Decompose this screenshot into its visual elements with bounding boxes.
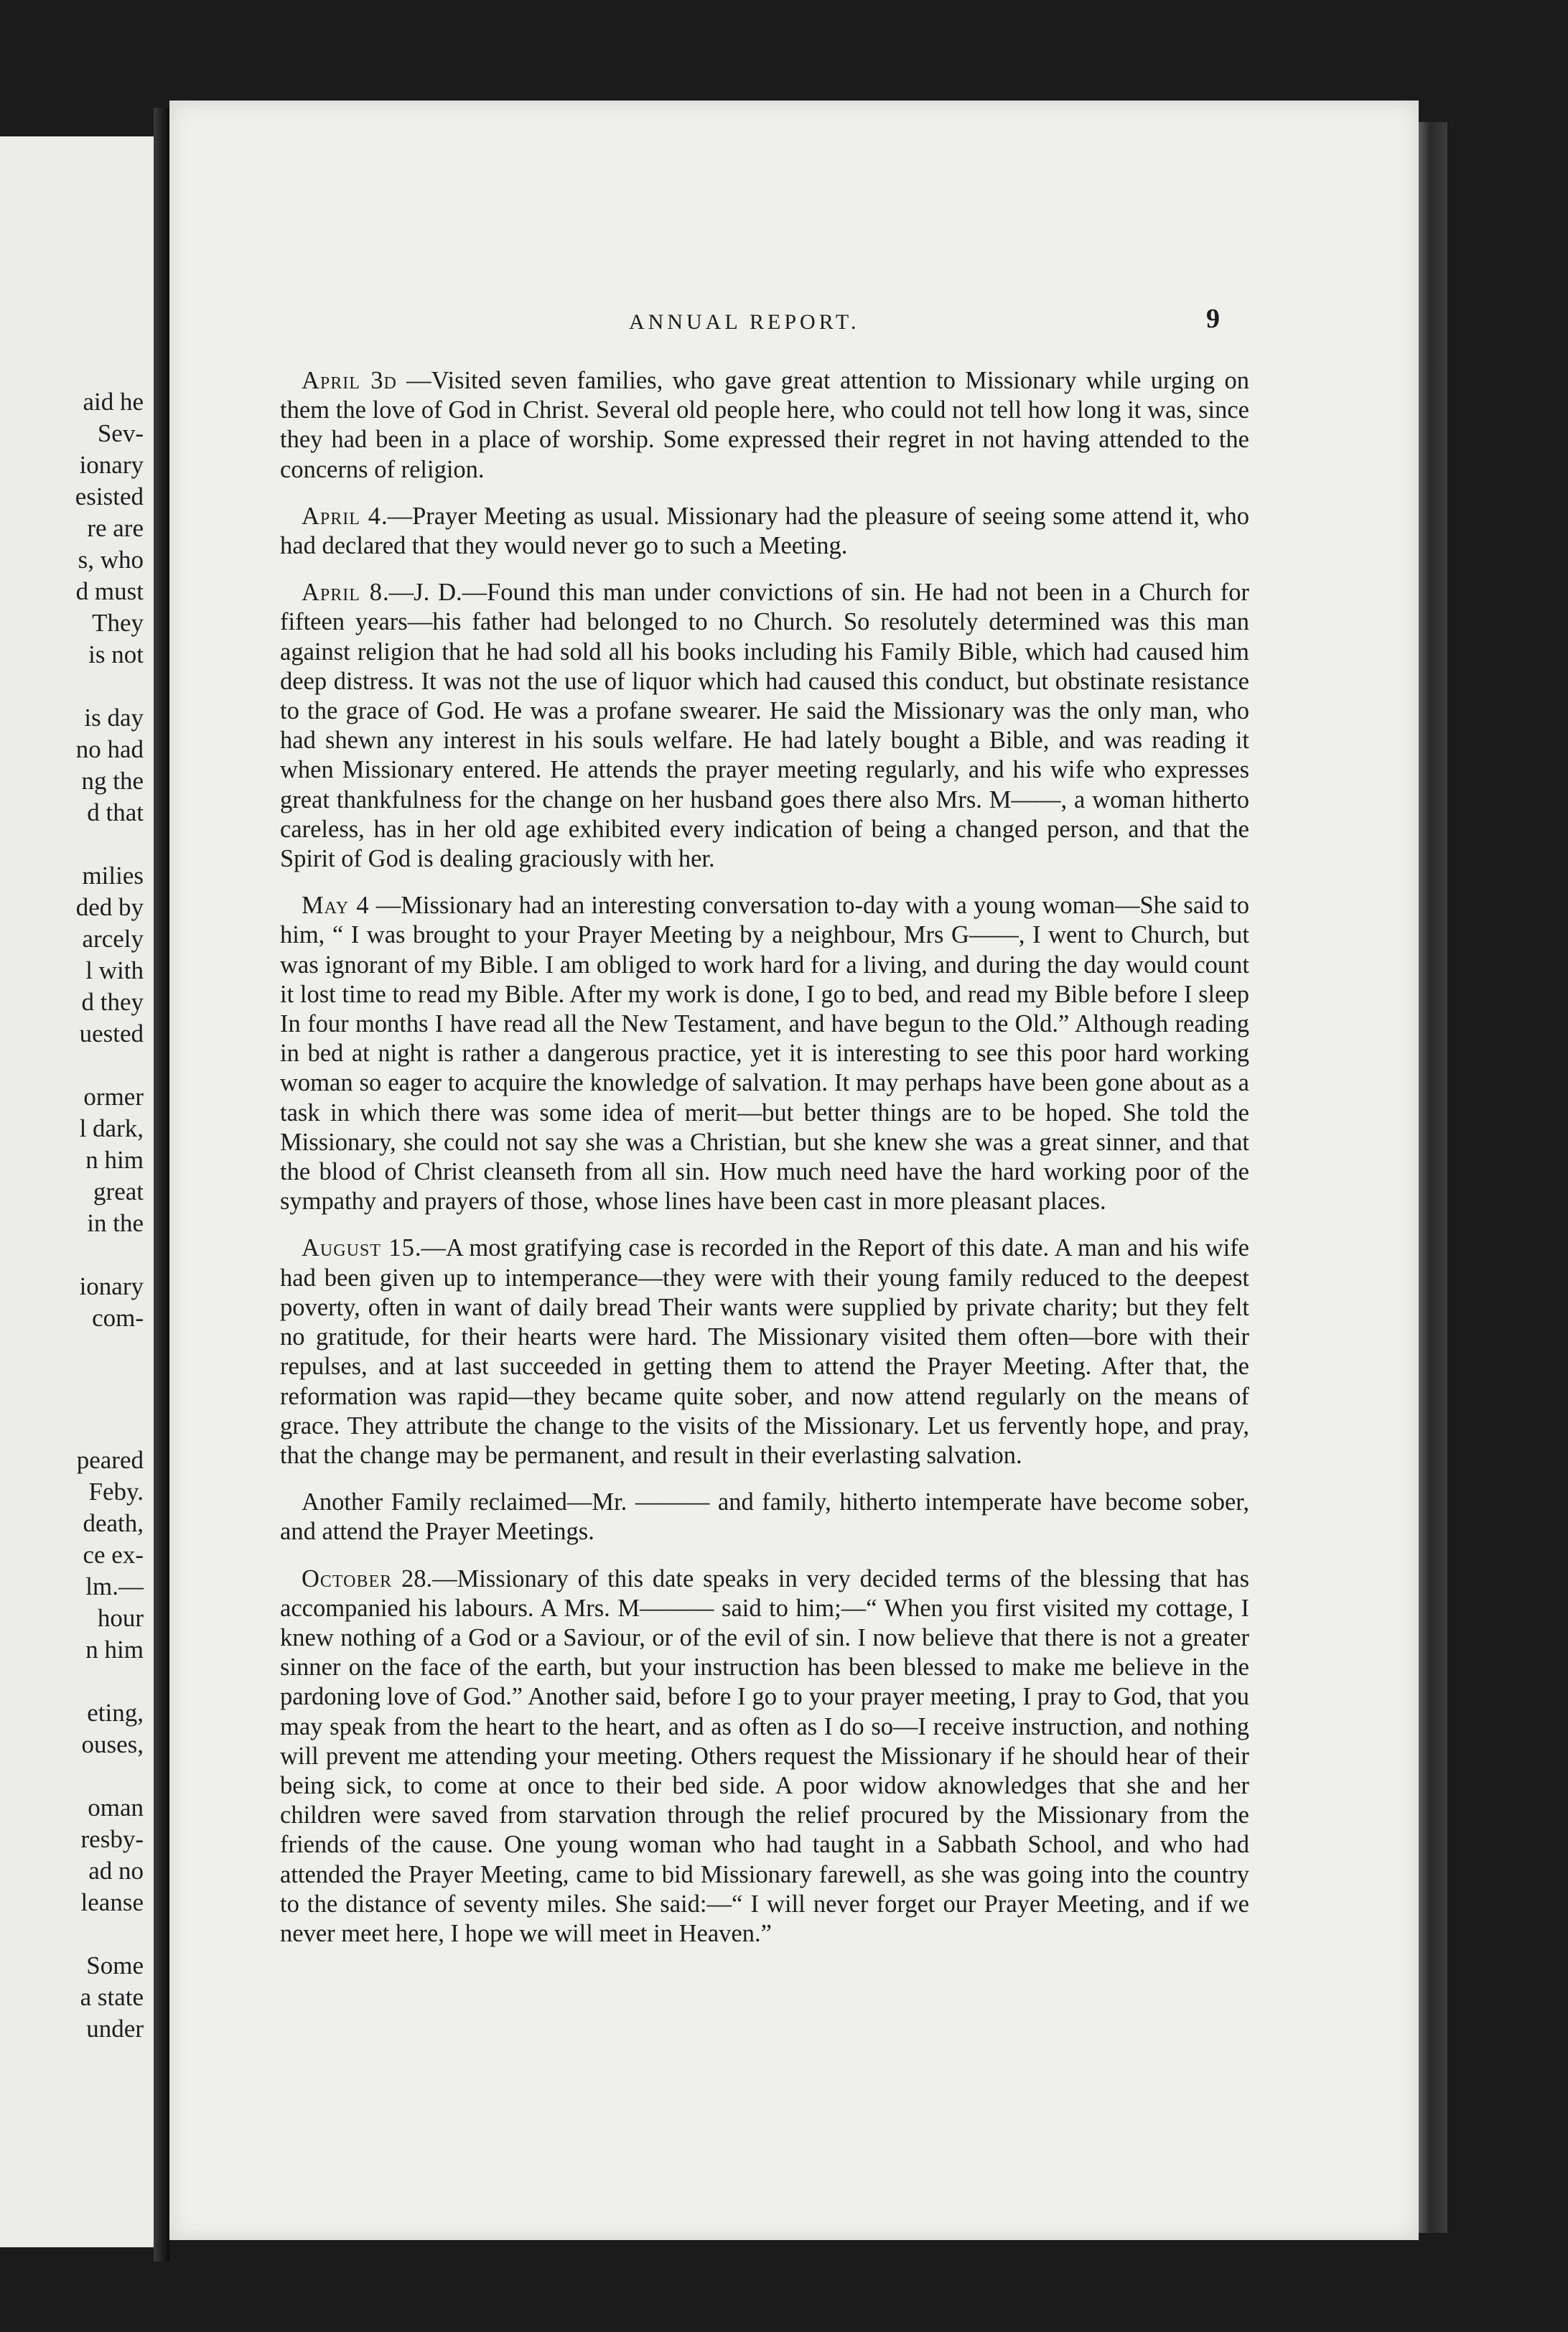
entry-may-4 — [280, 891, 1249, 1216]
left-page-line: lm.— — [85, 1572, 144, 1600]
entry-date: April 4 — [302, 502, 381, 530]
left-page-line: d they — [81, 988, 144, 1016]
left-page-line: ad no — [88, 1857, 144, 1885]
left-page-line: milies — [82, 862, 144, 890]
report-body — [280, 366, 1249, 1966]
left-page-line: ded by — [75, 893, 144, 921]
entry-date: April 3d — [302, 367, 397, 394]
left-page-line: Sev- — [97, 419, 144, 447]
left-page-line: esisted — [75, 482, 144, 510]
left-page-line: ce ex- — [83, 1541, 144, 1569]
left-page-line: peared — [76, 1446, 144, 1474]
left-page-line: death, — [83, 1509, 144, 1537]
entry-another-family — [280, 1488, 1249, 1547]
left-page-line: re are — [87, 514, 144, 542]
left-page-line: in the — [87, 1209, 144, 1237]
book-gutter — [154, 108, 169, 2262]
left-page-line: l with — [85, 956, 144, 984]
left-page-line: great — [93, 1177, 144, 1205]
left-page-line: ionary — [79, 451, 144, 479]
left-page-line: resby- — [80, 1825, 144, 1853]
left-page-line: s, who — [78, 546, 144, 574]
page-header — [169, 304, 1419, 346]
left-page-line: oman — [88, 1794, 144, 1822]
left-page-line: ionary — [79, 1272, 144, 1300]
page-number: 9 — [1206, 304, 1220, 334]
entry-text: .—J. D.—Found this man under convictions of sin. He had not been in a Church for fifteen years—his father had belonged to no Church. So resolutely determined was this man against religion that he had sold all his books including his Family Bible, which had caused him deep distress. It was not the use of liquor which had caused this conduct, but obstinate resistance to the grace of God. He was a profane swearer. He said the Missionary was the only man, who had shewn any interest in his souls welfare. He had lately bought a Bible, and was reading it when Missionary entered. He attends the prayer meeting regularly, and his wife who expresses great thankfulness for the change on her husband goes there also Mrs. M——, a woman hitherto careless, has in her old age exhibited every indication of being a changed person, and that the Spirit of God is dealing graciously with her. — [280, 579, 1249, 873]
entry-text: —Missionary had an interesting conversation to-day with a young woman—She said to him, “ I was brought to your Prayer Meeting by a neighbour, Mrs G——, I went to Church, but was ignorant of my Bible. I am obliged to work hard for a living, and during the day would count it lost time to read my Bible. After my work is done, I go to bed, and read my Bible before I sleep In four months I have read all the New Testament, and have begun to the Old.” Although reading in bed at night is rather a dangerous practice, yet it is interesting to see this poor hard working woman so eager to acquire the knowledge of salvation. It may perhaps have been gone about as a task in which there was some idea of merit—but better things are to be hoped. She told the Missionary, she could not say she was a Christian, but she knew she was a great sinner, and that the blood of Christ cleanseth from all sin. How much need have the hard working poor of the sympathy and prayers of those, whose lines have been cast in more pleasant places. — [280, 892, 1249, 1216]
left-page-line: aid he — [83, 388, 144, 416]
left-page-line: n him — [85, 1636, 144, 1664]
entry-april-4 — [280, 502, 1249, 561]
page-edges — [1419, 122, 1447, 2233]
entry-date: April 8 — [302, 579, 383, 607]
left-page-line: leanse — [80, 1888, 144, 1916]
entry-text: Another Family reclaimed—Mr. ——— and family, hitherto intemperate have become sober, and attend the Prayer Meetings. — [280, 1488, 1249, 1546]
left-page-line: Some — [86, 1951, 144, 1979]
left-page-line: arcely — [82, 925, 144, 953]
entry-date: May 4 — [302, 892, 370, 920]
left-page-line: is day — [84, 704, 144, 732]
entry-october-28 — [280, 1564, 1249, 1949]
running-head: ANNUAL REPORT. — [629, 310, 860, 334]
left-page-line: d must — [75, 577, 144, 605]
left-page-line: They — [92, 609, 144, 637]
left-page-line: eting, — [87, 1699, 144, 1727]
left-page-line: no had — [75, 735, 144, 763]
left-page-line: com- — [92, 1304, 144, 1332]
left-page-line: a state — [80, 1983, 144, 2011]
entry-april-3 — [280, 366, 1249, 485]
entry-text: 28.—Missionary of this date speaks in very decided terms of the blessing that has accompanied his labours. A Mrs. M——— said to him;—“ When you first visited my cottage, I knew nothing of a God or a Saviour, or of the evil of sin. I now believe that there is not a greater sinner on the face of the earth, but your instruction has been blessed to make me believe in the pardoning love of God.” Another said, before I go to your prayer meeting, I pray to God, that you may speak from the heart to the heart, and as often as I do so—I receive instruction, and nothing will prevent me attending your meeting. Others request the Missionary if he should hear of their being sick, to come at once to their bed side. A poor widow aknowledges that she and her children were saved from starvation through the relief procured by the Missionary from the friends of the cause. One young woman who had taught in a Sabbath School, and who had attended the Prayer Meeting, came to bid Missionary farewell, as she was going into the country to the distance of seventy miles. She said:—“ I will never forget our Prayer Meeting, and if we never meet here, I hope we will meet in Heaven.” — [280, 1564, 1249, 1947]
left-page-line: hour — [97, 1604, 144, 1632]
left-page-line: ouses, — [81, 1730, 144, 1758]
left-page-line: ng the — [81, 767, 144, 795]
left-page-line: n him — [85, 1146, 144, 1174]
entry-april-8 — [280, 578, 1249, 874]
left-page-line: uested — [79, 1020, 144, 1048]
entry-date: October — [302, 1564, 393, 1592]
entry-august-15 — [280, 1233, 1249, 1470]
entry-text: .—A most gratifying case is recorded in the Report of this date. A man and his wife had been given up to intemperance—they were with their young family reduced to the deepest poverty, often in want of daily bread Their wants were supplied by private charity; but they felt no gratitude, for their hearts were hard. The Missionary visited them often—bore with their repulses, and at last succeeded in getting them to attend the Prayer Meeting. After that, the reformation was rapid—they became quite sober, and now attend regularly on the means of grace. They attribute the change to the visits of the Missionary. Let us fervently hope, and pray, that the change may be permanent, and result in their everlasting salvation. — [280, 1234, 1249, 1469]
entry-text: —Visited seven families, who gave great attention to Missionary while urging on them the love of God in Christ. Several old people here, who could not tell how long it was, since they had been in a place of worship. Some expressed their regret in not having attended to the concerns of religion. — [280, 367, 1249, 483]
entry-date: August 15 — [302, 1234, 415, 1262]
left-page-line: d that — [87, 798, 144, 826]
left-page-line: Feby. — [88, 1478, 144, 1506]
left-page-line: l dark, — [79, 1114, 144, 1142]
left-page-line: under — [86, 2015, 144, 2043]
entry-text: .—Prayer Meeting as usual. Missionary had the pleasure of seeing some attend it, who had declared that they would never go to such a Meeting. — [280, 502, 1249, 560]
left-page-line: is not — [88, 640, 144, 668]
left-page-line: ormer — [83, 1083, 144, 1111]
